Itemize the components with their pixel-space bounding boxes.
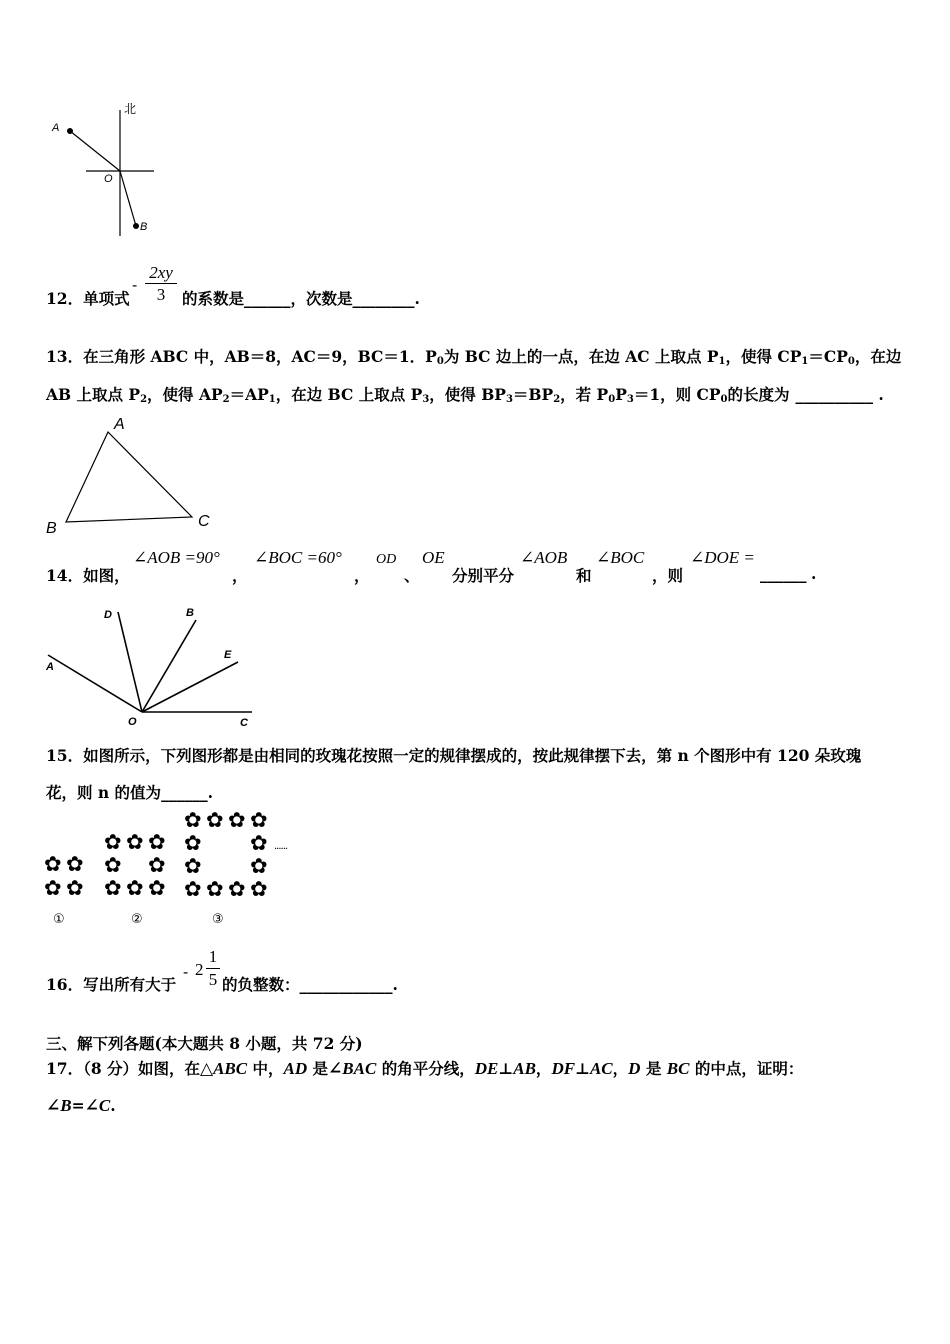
q12-frac-den: 3 — [156, 285, 166, 304]
rose-1-4: ✿ — [66, 876, 84, 900]
rose-2-2: ✿ — [126, 830, 144, 854]
rose-2-7: ✿ — [126, 876, 144, 900]
q14-math-oe: OE — [422, 548, 445, 567]
q13-l1-b: 为 BC 边上的一点，在边 AC 上取点 P — [443, 347, 719, 366]
ray-od — [118, 612, 142, 712]
q13-l1-s0: 0 — [436, 356, 444, 367]
q15-answer-blank[interactable]: ______ — [161, 783, 208, 802]
rose-3-2: ✿ — [206, 808, 224, 832]
ellipsis: ······ — [274, 844, 288, 855]
rose-1-1: ✿ — [44, 852, 62, 876]
q13-l2-s6: 0 — [608, 394, 616, 405]
q14-sep1: ， — [232, 566, 248, 585]
q13-l2-g: ，若 P — [560, 385, 609, 404]
question-15-line-1 — [46, 744, 861, 766]
label-e: E — [224, 649, 232, 661]
q16-fraction — [206, 946, 220, 991]
label-o: O — [128, 716, 137, 728]
q13-l2-d: ，在边 BC 上取点 P — [275, 385, 423, 404]
q15-line2: 花，则 n 的值为 — [46, 783, 162, 802]
q13-l1-d: ＝CP — [808, 347, 848, 366]
q12-number: 12．单项式 — [46, 289, 130, 308]
vertex-c: C — [198, 513, 210, 530]
q12-answer-blank-2[interactable]: ________ — [352, 289, 415, 308]
q13-l2-s3: 3 — [422, 394, 430, 405]
q12-text2: ，次数是 — [290, 289, 353, 308]
q16-end: . — [392, 975, 398, 994]
q13-l2-e: ，使得 BP — [429, 385, 506, 404]
section-3-title — [46, 1032, 363, 1054]
question-13-line-2 — [46, 383, 884, 405]
q13-l2-s1: 2 — [222, 394, 230, 405]
ray-oa — [70, 131, 120, 171]
q17-line2-end: . — [110, 1096, 116, 1115]
q13-l2-j: 的长度为 — [727, 385, 790, 404]
question-17-line-2 — [46, 1096, 116, 1116]
q14-text2: 和 — [576, 566, 592, 585]
q17-math-angle-c: ∠C — [84, 1096, 111, 1115]
q17-math-bac: ∠BAC — [328, 1059, 377, 1078]
rose-1-2: ✿ — [66, 852, 84, 876]
q17-math-abc: △ABC — [200, 1059, 248, 1078]
rose-1-3: ✿ — [44, 876, 62, 900]
rose-2-3: ✿ — [148, 830, 166, 854]
rose-3-8: ✿ — [250, 854, 268, 878]
rose-3-5: ✿ — [184, 831, 202, 855]
q16-number: 16．写出所有大于 — [46, 975, 177, 994]
q17-perp-1: ⊥ — [498, 1059, 514, 1078]
q17-t5: ， — [535, 1059, 552, 1078]
q17-math-d: D — [628, 1059, 641, 1078]
label-o: O — [104, 173, 113, 185]
q13-l2-s0: 2 — [140, 394, 148, 405]
rose-2-5: ✿ — [148, 853, 166, 877]
q14-math-aob2: ∠AOB — [520, 548, 568, 567]
q14-text3: ，则 — [652, 566, 684, 585]
q13-l2-s2: 1 — [268, 394, 276, 405]
ray-ob — [120, 171, 136, 226]
q13-l2-s7: 3 — [626, 394, 634, 405]
q13-l2-f: ＝BP — [512, 385, 554, 404]
q13-l2-s8: 0 — [720, 394, 728, 405]
q17-t7: ， — [612, 1059, 629, 1078]
q17-math-angle-b: ∠B — [46, 1096, 72, 1115]
figure-label-2: ② — [131, 912, 143, 927]
q13-l1-s3: 0 — [847, 356, 855, 367]
q17-math-ac: AC — [589, 1059, 613, 1078]
vertex-b: B — [46, 520, 57, 537]
label-b: B — [140, 221, 148, 233]
q14-number: 14．如图， — [46, 566, 130, 585]
q14-math-doe: ∠DOE = — [690, 548, 755, 567]
label-b: B — [186, 607, 194, 619]
question-17-line-1 — [46, 1057, 803, 1079]
q14-math-boc: ∠BOC =60° — [254, 548, 342, 567]
triangle-abc — [66, 432, 192, 522]
rose-3-7: ✿ — [184, 854, 202, 878]
q14-answer-blank[interactable]: ______ — [760, 564, 807, 583]
q17-math-ad: AD — [283, 1059, 308, 1078]
q17-math-ab: AB — [513, 1059, 536, 1078]
label-a: A — [46, 661, 54, 673]
q14-math-boc2: ∠BOC — [596, 548, 645, 567]
q14-end: . — [811, 564, 817, 583]
rose-3-4: ✿ — [250, 808, 268, 832]
q17-t9: 的中点，证明： — [689, 1059, 804, 1078]
q17-number: 17．（8 分）如图，在 — [46, 1059, 201, 1078]
q16-whole: 2 — [195, 960, 204, 979]
q13-l2-a: AB 上取点 P — [46, 385, 141, 404]
roses-figure — [44, 808, 314, 932]
q14-sep3: 、 — [404, 566, 420, 585]
q16-answer-blank[interactable]: ____________ — [299, 975, 393, 994]
q13-l2-s5: 2 — [553, 394, 561, 405]
label-c: C — [240, 717, 248, 729]
q17-math-bc: BC — [666, 1059, 690, 1078]
q12-text — [182, 287, 420, 309]
vertex-a: A — [114, 416, 125, 433]
q13-l2-c: ＝AP — [229, 385, 269, 404]
rose-2-8: ✿ — [148, 876, 166, 900]
q14-math-aob: ∠AOB =90° — [133, 548, 220, 567]
q13-l1-s2: 1 — [801, 356, 809, 367]
rose-2-6: ✿ — [104, 876, 122, 900]
q17-perp-2: ⊥ — [575, 1059, 590, 1078]
question-13-line-1 — [46, 345, 901, 367]
q17-math-df: DF — [551, 1059, 576, 1078]
angle-figure — [40, 602, 260, 732]
q12-text1: 的系数是 — [182, 289, 245, 308]
rose-3-11: ✿ — [228, 877, 246, 901]
ray-oa — [48, 655, 142, 712]
q16-text-label: 的负整数： — [222, 975, 300, 994]
q12-answer-blank-1[interactable]: ______ — [244, 289, 291, 308]
rose-3-12: ✿ — [250, 877, 268, 901]
q16-frac-den: 5 — [208, 970, 218, 989]
q13-l1-a: 13．在三角形 ABC 中，AB＝8，AC＝9，BC＝1．P — [46, 347, 437, 366]
q13-answer-blank[interactable]: __________ — [795, 385, 873, 404]
q17-math-de: DE — [474, 1059, 499, 1078]
label-a: A — [52, 122, 60, 134]
compass-figure — [44, 98, 164, 240]
question-15-line-2 — [46, 781, 213, 803]
q12-end: . — [414, 289, 420, 308]
q12-fraction — [145, 262, 177, 305]
q14-text1: 分别平分 — [452, 566, 515, 585]
q13-l2-i: ＝1，则 CP — [633, 385, 721, 404]
triangle-figure — [40, 410, 230, 538]
figure-label-1: ① — [53, 912, 65, 927]
q13-l1-s1: 1 — [718, 356, 726, 367]
q16-text — [222, 973, 398, 995]
rose-3-1: ✿ — [184, 808, 202, 832]
q14-math-od: OD — [376, 552, 397, 567]
q16-minus: - — [183, 963, 189, 981]
q12-frac-num: 2xy — [145, 262, 177, 284]
label-d: D — [104, 609, 112, 621]
figure-label-3: ③ — [212, 912, 224, 927]
q13-l2-s4: 3 — [505, 394, 513, 405]
rose-3-9: ✿ — [184, 877, 202, 901]
section-3-title-text: 三、解下列各题(本大题共 8 小题，共 72 分) — [46, 1034, 363, 1053]
q17-t3: 的角平分线， — [376, 1059, 475, 1078]
q15-line1: 15．如图所示，下列图形都是由相同的玫瑰花按照一定的规律摆成的，按此规律摆下去，第 n 个图形中有 120 朵玫瑰 — [46, 746, 862, 765]
rose-3-6: ✿ — [250, 831, 268, 855]
q13-l1-c: ，使得 CP — [725, 347, 802, 366]
q17-t2: 是 — [307, 1059, 329, 1078]
q13-end: . — [872, 385, 884, 404]
point-a — [67, 128, 73, 134]
q17-t8: 是 — [640, 1059, 667, 1078]
q13-l1-e: ，在边 — [854, 347, 902, 366]
q17-t1: 中， — [247, 1059, 284, 1078]
q13-l2-b: ，使得 AP — [147, 385, 223, 404]
rose-2-1: ✿ — [104, 830, 122, 854]
q13-l2-h: P — [615, 385, 627, 404]
point-b — [133, 223, 139, 229]
q15-end: . — [207, 783, 213, 802]
q14-sep2: ， — [354, 566, 370, 585]
label-north: 北 — [124, 102, 137, 116]
q16-frac-num: 1 — [206, 946, 220, 969]
q12-minus: - — [132, 276, 138, 294]
rose-3-3: ✿ — [228, 808, 246, 832]
q17-eq: = — [71, 1096, 85, 1115]
rose-3-10: ✿ — [206, 877, 224, 901]
rose-2-4: ✿ — [104, 853, 122, 877]
